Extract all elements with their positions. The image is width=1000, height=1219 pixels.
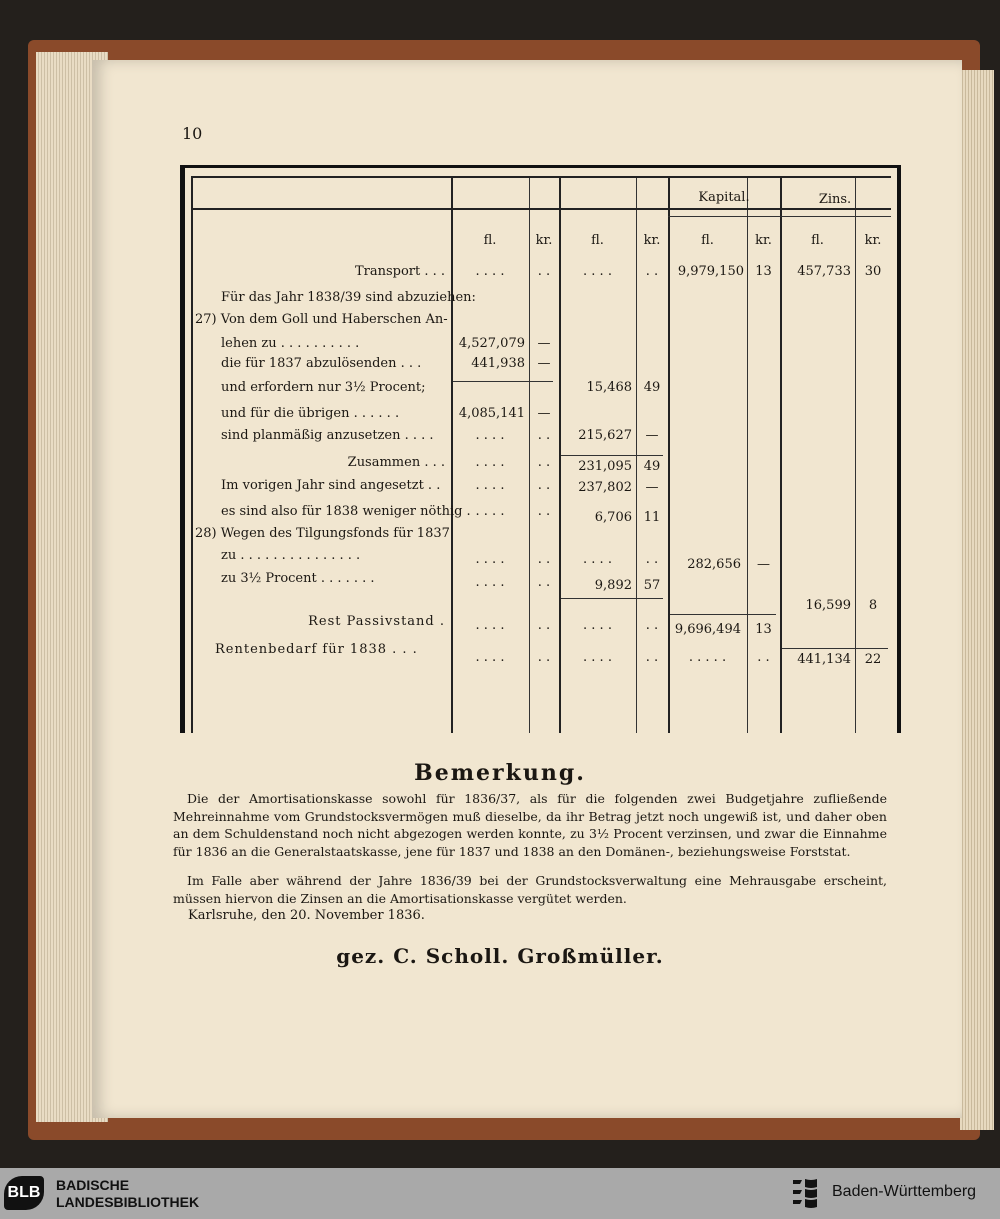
cell: —: [537, 406, 551, 421]
page-stack-right: [960, 70, 994, 1130]
row-label: zu . . . . . . . . . . . . . . .: [221, 548, 361, 563]
cell: 441,134: [797, 652, 851, 667]
header-kapital: Kapital.: [698, 190, 750, 205]
cell: . .: [537, 264, 551, 279]
cell: 15,468: [586, 380, 632, 395]
row-label: Transport . . .: [354, 264, 445, 279]
cell: 457,733: [797, 264, 851, 279]
cell: . . . .: [475, 504, 505, 519]
cell: 231,095: [578, 459, 632, 474]
cell: . .: [757, 650, 770, 665]
cell: 49: [643, 459, 661, 474]
col-rule: [191, 176, 193, 733]
cell: . . . .: [475, 552, 505, 567]
blb-logo[interactable]: BLB: [4, 1176, 44, 1210]
cell: 57: [643, 578, 661, 593]
cell: . .: [645, 650, 659, 665]
cell: 4,527,079: [458, 336, 525, 351]
row-rule: [561, 455, 663, 456]
date-line: Karlsruhe, den 20. November 1836.: [188, 908, 425, 923]
cell: 441,938: [471, 356, 525, 371]
header-fl: fl.: [591, 233, 604, 248]
cell: 4,085,141: [458, 406, 525, 421]
cell: . . . .: [583, 552, 612, 567]
cell: 9,892: [594, 578, 632, 593]
cell: . .: [537, 618, 551, 633]
cell: . .: [537, 478, 551, 493]
row-rule: [782, 648, 888, 649]
library-name: [56, 1177, 199, 1211]
cell: 9,979,150: [677, 264, 744, 279]
cell: 13: [755, 622, 772, 637]
cell: . . . .: [475, 478, 505, 493]
header-kr: kr.: [643, 233, 661, 248]
cell: . . . .: [583, 618, 612, 633]
col-rule: [780, 176, 782, 733]
cell: 49: [643, 380, 661, 395]
row-label: 28) Wegen des Tilgungsfonds für 1837: [195, 526, 450, 541]
row-label: Im vorigen Jahr sind angesetzt . .: [221, 478, 441, 493]
row-rule: [670, 614, 776, 615]
row-rule: [561, 598, 663, 599]
row-label: Rentenbedarf für 1838 . . .: [215, 642, 418, 657]
cell: 11: [643, 510, 661, 525]
library-name-line1: BADISCHE: [56, 1177, 130, 1193]
cell: . . . .: [583, 650, 612, 665]
page-number: 10: [182, 124, 203, 143]
header-fl: fl.: [483, 233, 497, 248]
cell: . .: [537, 552, 551, 567]
cell: —: [645, 428, 659, 443]
row-label: und erfordern nur 3½ Procent;: [221, 380, 426, 395]
header-kr: kr.: [864, 233, 882, 248]
cell: 16,599: [805, 598, 851, 613]
cell: . .: [537, 428, 551, 443]
cell: 8: [868, 598, 878, 613]
header-zins: Zins.: [818, 192, 852, 207]
row-rule: [668, 216, 891, 217]
cell: 215,627: [578, 428, 632, 443]
cell: 237,802: [578, 480, 632, 495]
row-rule: [453, 381, 553, 382]
row-label: Rest Passivstand .: [308, 614, 445, 629]
row-label: lehen zu . . . . . . . . . .: [221, 336, 360, 351]
cell: . . . . .: [688, 650, 727, 665]
row-label: sind planmäßig anzusetzen . . . .: [221, 428, 434, 443]
cell: . . . .: [475, 618, 505, 633]
cell: 6,706: [594, 510, 632, 525]
cell: 30: [864, 264, 882, 279]
row-label: zu 3½ Procent . . . . . . .: [221, 571, 375, 586]
row-label: 27) Von dem Goll und Haberschen An-: [195, 312, 448, 327]
cell: . . . .: [475, 428, 505, 443]
remark-paragraph: Im Falle aber während der Jahre 1836/39 bei der Grundstocksverwaltung eine Mehrausgabe erscheint, müssen hiervon die Zinsen an die Amortisationskasse vergütet werden.: [173, 873, 887, 906]
cell: —: [537, 336, 551, 351]
cell: . . . .: [475, 264, 505, 279]
cell: . .: [645, 552, 659, 567]
row-label: die für 1837 abzulösenden . . .: [221, 356, 422, 371]
header-kr: kr.: [755, 233, 772, 248]
cell: . .: [537, 650, 551, 665]
header-fl: fl.: [701, 233, 714, 248]
row-label: Zusammen . . .: [347, 455, 445, 470]
cell: . .: [645, 264, 659, 279]
cell: —: [537, 356, 551, 371]
cell: 22: [864, 652, 882, 667]
cell: . .: [537, 455, 551, 470]
cell: . . . .: [475, 575, 505, 590]
row-label: Für das Jahr 1838/39 sind abzuziehen:: [221, 290, 476, 305]
cell: 282,656: [687, 557, 741, 572]
row-rule: [191, 208, 891, 210]
cell: . .: [537, 575, 551, 590]
row-label: es sind also für 1838 weniger nöthig .: [221, 504, 471, 519]
remark-title: Bemerkung.: [414, 760, 586, 786]
coat-of-arms-icon: [790, 1176, 820, 1210]
cell: . . . .: [583, 264, 612, 279]
cell: —: [757, 557, 770, 572]
cell: 9,696,494: [674, 622, 741, 637]
remark-paragraph: Die der Amortisationskasse sowohl für 1836/37, als für die folgenden zwei Budgetjahre zufließende Mehreinnahme vom Grundstocksvermögen muß dieselbe, da ihr Betrag jetzt noch ungewiß ist, und daher oben an dem Schuldenstand noch nicht abgezogen werden konnte, zu 3½ Procent verzinsen, und zwar die Einnahme für 1836 an die Generalstaatskasse, jene für 1837 und 1838 an den Domänen-, beziehungsweise Forststat.: [173, 791, 887, 859]
cell: . . . .: [475, 455, 505, 470]
ledger-table: [180, 165, 901, 733]
state-name: Baden-Württemberg: [832, 1183, 977, 1200]
cell: . . . .: [475, 650, 505, 665]
library-name-line2: LANDESBIBLIOTHEK: [56, 1194, 200, 1210]
header-kr: kr.: [535, 233, 553, 248]
footer-bar: [0, 1168, 1000, 1219]
col-rule: [855, 176, 856, 733]
cell: . .: [645, 618, 659, 633]
cell: 13: [755, 264, 772, 279]
cell: . .: [537, 504, 551, 519]
row-rule: [191, 176, 891, 178]
cell: —: [645, 480, 659, 495]
signature: gez. C. Scholl. Großmüller.: [336, 944, 664, 968]
header-fl: fl.: [811, 233, 824, 248]
row-label: und für die übrigen . . . . . .: [221, 406, 400, 421]
